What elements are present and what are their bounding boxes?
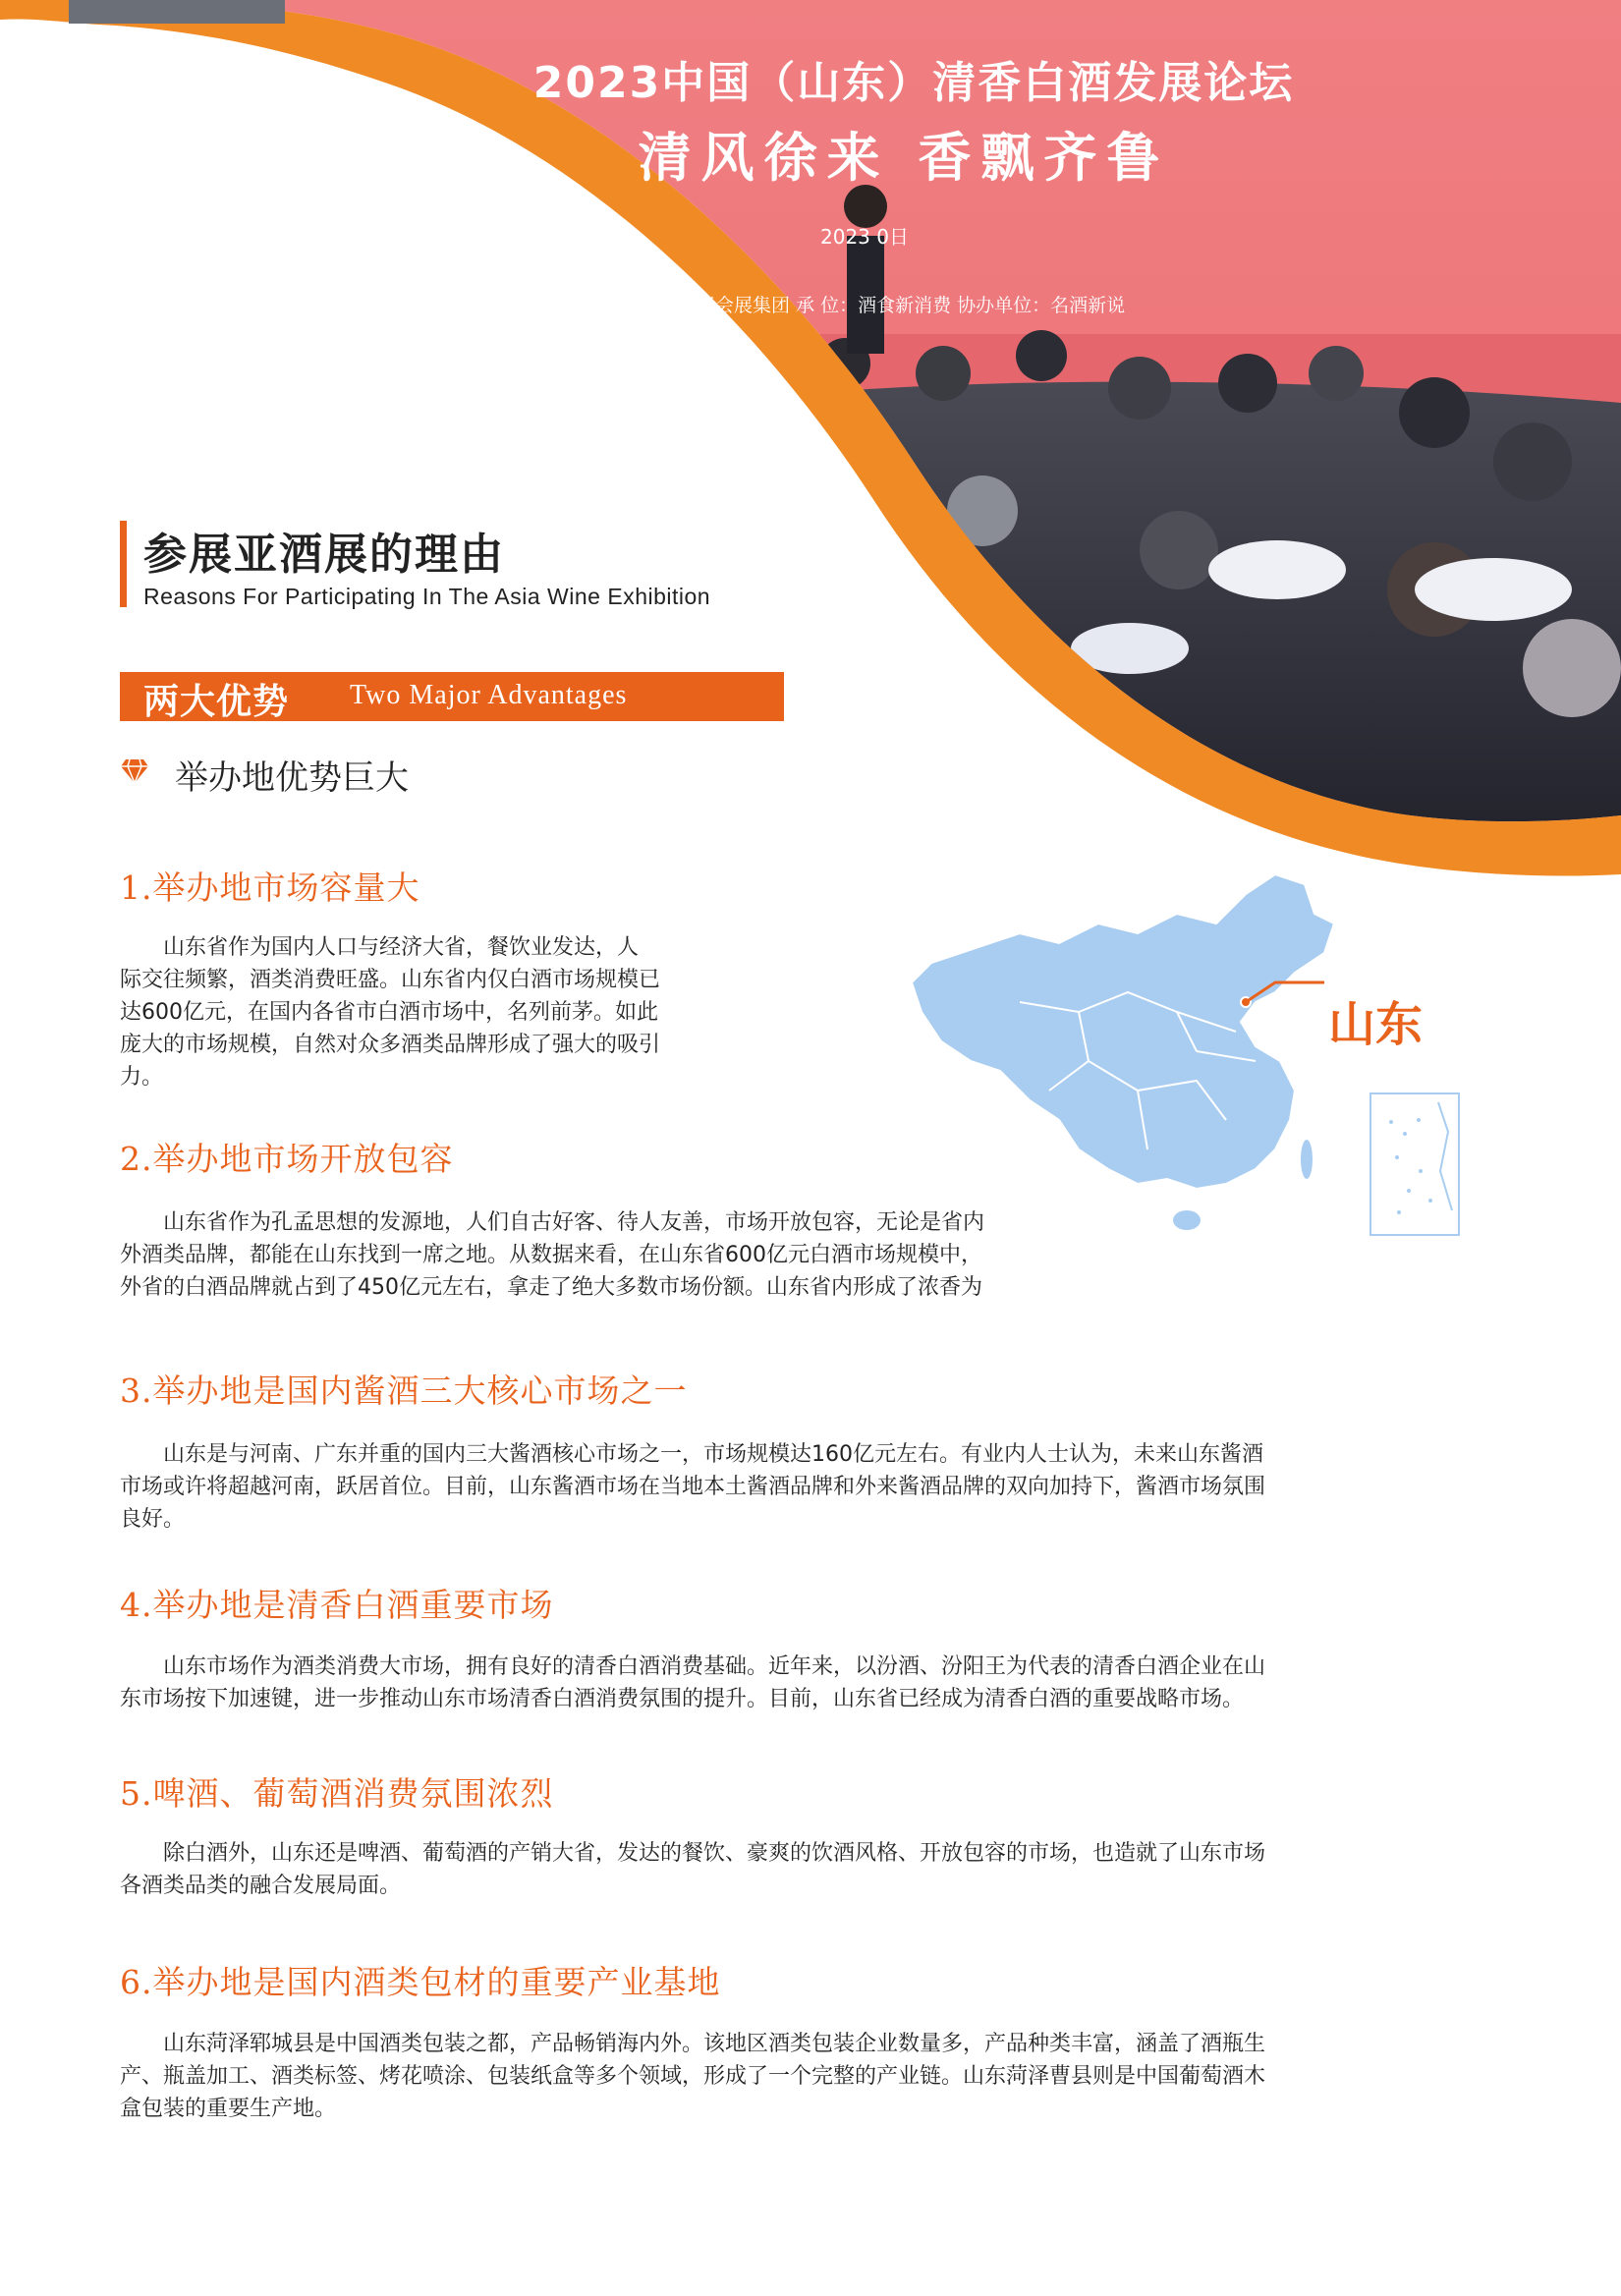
map-label: 山东 bbox=[1328, 997, 1424, 1052]
item-line: 良好。 bbox=[120, 1507, 186, 1532]
item-line: 山东市场作为酒类消费大市场，拥有良好的清香白酒消费基础。近年来，以汾酒、汾阳王为代表的清香白酒企业在山 bbox=[163, 1654, 1266, 1679]
banner-slogan: 清风徐来 香飘齐鲁 bbox=[638, 126, 1170, 189]
item-line: 山东是与河南、广东并重的国内三大酱酒核心市场之一，市场规模达160亿元左右。有业内人士认为，未来山东酱酒 bbox=[163, 1442, 1263, 1467]
item-body bbox=[120, 931, 788, 1093]
item-line: 庞大的市场规模，自然对众多酒类品牌形成了强大的吸引 bbox=[120, 1033, 661, 1057]
banner-organizers: 国际会展集团 承 位：酒食新消费 协办单位：名酒新说 bbox=[678, 295, 1126, 316]
item-title: 6.举办地是国内酒类包材的重要产业基地 bbox=[120, 1963, 721, 2001]
item-body bbox=[120, 1651, 1515, 1715]
item-body bbox=[120, 1837, 1515, 1902]
china-map bbox=[902, 865, 1423, 1258]
item-title: 1.举办地市场容量大 bbox=[120, 868, 420, 907]
advantages-title-cn: 两大优势 bbox=[143, 681, 290, 722]
item-line: 山东省作为孔孟思想的发源地，人们自古好客、待人友善，市场开放包容，无论是省内 bbox=[163, 1210, 985, 1235]
item-line: 产、瓶盖加工、酒类标签、烤花喷涂、包装纸盒等多个领域，形成了一个完整的产业链。山东菏泽曹县则是中国葡萄酒木 bbox=[120, 2064, 1266, 2089]
item-line: 达600亿元，在国内各省市白酒市场中，名列前茅。如此 bbox=[120, 1000, 658, 1025]
banner-date: 2023 0日 bbox=[820, 225, 909, 249]
banner-title: 2023中国（山东）清香白酒发展论坛 bbox=[532, 58, 1295, 108]
item-title: 3.举办地是国内酱酒三大核心市场之一 bbox=[120, 1372, 688, 1410]
item-line: 市场或许将超越河南，跃居首位。目前，山东酱酒市场在当地本土酱酒品牌和外来酱酒品牌的双向加持下，酱酒市场氛围 bbox=[120, 1475, 1266, 1499]
item-line: 际交往频繁，酒类消费旺盛。山东省内仅白酒市场规模已 bbox=[120, 968, 661, 992]
item-line: 各酒类品类的融合发展局面。 bbox=[120, 1874, 402, 1898]
item-body bbox=[120, 1438, 1515, 1536]
item-line: 盒包装的重要生产地。 bbox=[120, 2097, 337, 2121]
item-title: 4.举办地是清香白酒重要市场 bbox=[120, 1586, 554, 1624]
advantages-title-en: Two Major Advantages bbox=[350, 680, 628, 710]
item-line: 除白酒外，山东还是啤酒、葡萄酒的产销大省，发达的餐饮、豪爽的饮酒风格、开放包容的市场，也造就了山东市场 bbox=[163, 1841, 1266, 1866]
sub-heading: 举办地优势巨大 bbox=[175, 758, 409, 798]
item-title: 5.啤酒、葡萄酒消费氛围浓烈 bbox=[120, 1774, 554, 1813]
item-line: 外省的白酒品牌就占到了450亿元左右，拿走了绝大多数市场份额。山东省内形成了浓香为 bbox=[120, 1275, 982, 1300]
item-line: 东市场按下加速键，进一步推动山东市场清香白酒消费氛围的提升。目前，山东省已经成为清香白酒的重要战略市场。 bbox=[120, 1687, 1245, 1711]
item-line: 外酒类品牌，都能在山东找到一席之地。从数据来看，在山东省600亿元白酒市场规模中， bbox=[120, 1243, 982, 1267]
diamond-icon bbox=[120, 758, 149, 784]
item-line: 力。 bbox=[120, 1065, 164, 1090]
item-line: 山东省作为国内人口与经济大省，餐饮业发达，人 bbox=[163, 935, 640, 960]
south-china-sea-inset bbox=[1369, 1092, 1460, 1236]
item-body bbox=[120, 1206, 1181, 1304]
section-accent-bar bbox=[120, 521, 127, 607]
section-title: 参展亚酒展的理由 bbox=[143, 530, 505, 580]
item-line: 山东菏泽郓城县是中国酒类包装之都，产品畅销海内外。该地区酒类包装企业数量多，产品种类丰富，涵盖了酒瓶生 bbox=[163, 2032, 1266, 2056]
item-body bbox=[120, 2028, 1515, 2125]
item-title: 2.举办地市场开放包容 bbox=[120, 1140, 454, 1178]
section-subtitle: Reasons For Participating In The Asia Wine Exhibition bbox=[143, 584, 711, 609]
